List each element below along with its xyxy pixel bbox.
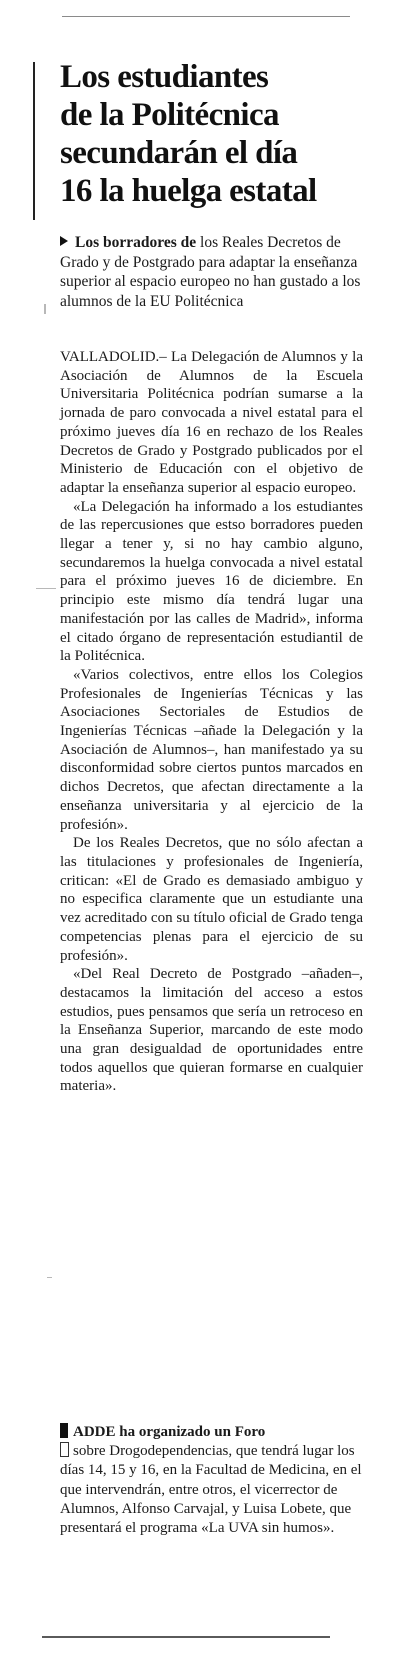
brief-text: sobre Drogodependencias, que tendrá lugar los días 14, 15 y 16, en la Facultad de Medicina, en el que intervendrán, entre otros, el vicerrector de Alumnos, Alfonso Carvajal, y Luisa Lobete, que presentará el programa «La UVA sin humos». [60, 1443, 362, 1537]
headline-line: Los estudiantes [60, 59, 269, 95]
lede-text: los Reales Decretos de Grado y de Postgrado para adaptar la enseñanza superior al espacio europeo no han gustado a los alumnos de la EU Politécnica [60, 234, 361, 310]
bottom-rule [42, 1636, 330, 1638]
article-paragraph [60, 348, 363, 498]
headline [60, 58, 360, 210]
lede [60, 233, 365, 311]
headline-line: secundarán el día [60, 135, 298, 171]
news-brief [60, 1423, 363, 1538]
article-body [60, 348, 363, 1096]
scan-mark [47, 1277, 52, 1278]
brief-headline: ADDE ha organizado un Foro [73, 1424, 266, 1440]
headline-side-bar [33, 62, 35, 220]
triangle-bullet-icon [60, 236, 68, 246]
article-paragraph: De los Reales Decretos, que no sólo afectan a las titulaciones y profesionales de Ingeniería, critican: «El de Grado es demasiado ambiguo y no especifica claramente que un estudiante una vez acreditado con su título oficial de Grado tenga competencias plenas para el ejercicio de su profesión». [60, 835, 363, 964]
dateline: VALLADOLID.– [60, 349, 167, 365]
hollow-square-icon [60, 1442, 69, 1457]
paragraph-text: La Delegación de Alumnos y la Asociación de Alumnos de la Escuela Universitaria Politécnica podrían sumarse a la jornada de paro convocada a nivel estatal para el próximo jueves día 16 en rechazo de los Reales Decretos de Grado y Postgrado publicados por el Ministerio de Educación con el objetivo de adaptar la enseñanza superior al espacio europeo. [60, 349, 363, 496]
lede-bold: Los borradores de [75, 234, 197, 251]
headline-line: de la Politécnica [60, 97, 279, 133]
article-paragraph: «La Delegación ha informado a los estudiantes de las repercusiones que estso borradores pueden llegar a tener y, si no hay cambio alguno, secundaremos la huelga convocada a nivel estatal para el próximo jueves 16 de diciembre. En principio este mismo día tendrá lugar una manifestación por las calles de Madrid», informa el citado órgano de representación estudiantil de la Politécnica. [60, 498, 363, 665]
scan-mark [44, 304, 46, 314]
scan-mark [36, 588, 56, 589]
headline-line: 16 la huelga estatal [60, 173, 317, 209]
top-rule [62, 16, 350, 17]
article-paragraph: «Del Real Decreto de Postgrado –añaden–, destacamos la limitación del acceso a estos estudios, pues pensamos que sería un retroceso en la Enseñanza Superior, marcando de este modo una gran desigualdad de oportunidades entre todos aquellos que quieran formarse en cualquier materia». [60, 966, 363, 1095]
square-bullet-icon [60, 1423, 68, 1438]
article-paragraph: «Varios colectivos, entre ellos los Colegios Profesionales de Ingenierías Técnicas y las Asociaciones Sectoriales de Estudios de Ingenierías Técnicas –añade la Delegación y la Asociación de Alumnos–, han manifestado ya su disconformidad sobre ciertos puntos marcados en dichos Decretos, que afectan directamente a la enseñanza universitaria y al ejercicio de la profesión». [60, 666, 363, 833]
